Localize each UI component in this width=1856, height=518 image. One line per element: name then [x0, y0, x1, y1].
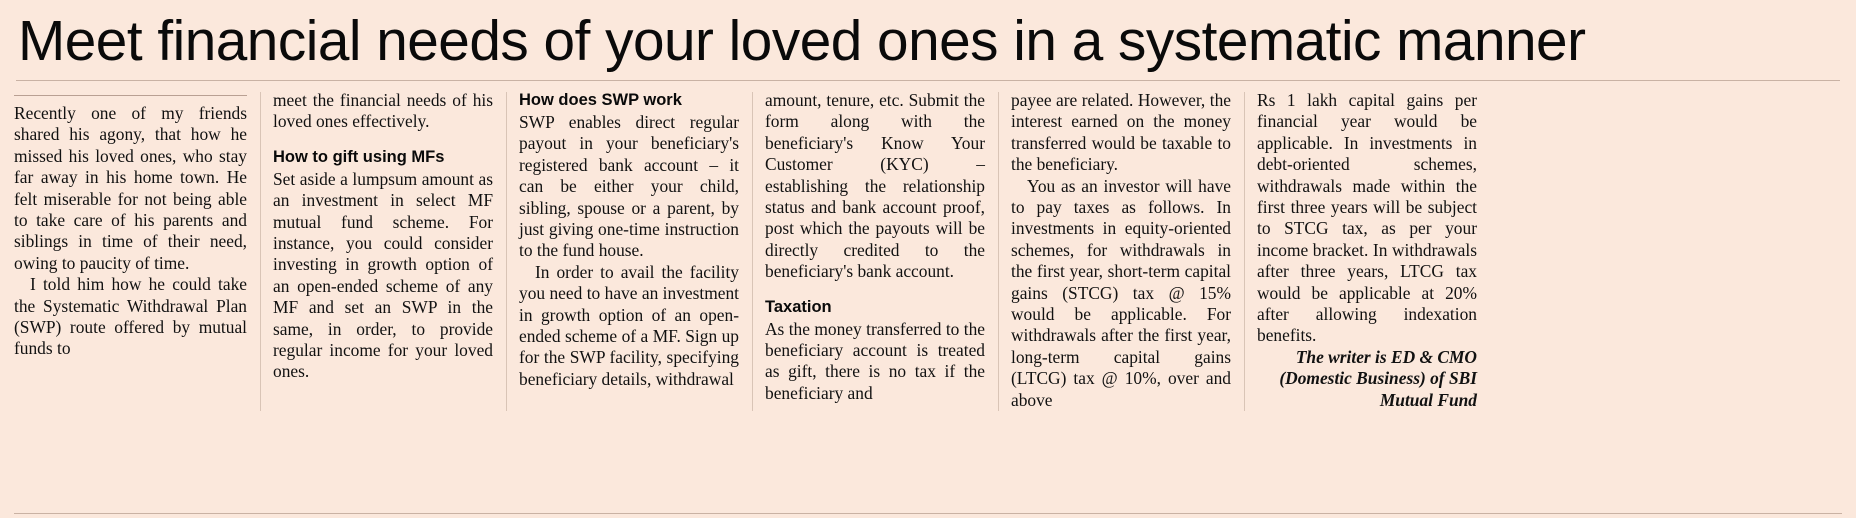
- article-column-1: [14, 90, 260, 411]
- article-column-6: [1244, 90, 1490, 411]
- article-column-4: [752, 90, 998, 411]
- paragraph: payee are related. However, the interest earned on the money transferred would be taxable to the beneficiary.: [1011, 90, 1231, 175]
- article-columns: [14, 90, 1842, 411]
- footer-divider: [14, 513, 1842, 514]
- section-heading-how-does-swp-work: How does SWP work: [519, 91, 682, 109]
- article-column-2: [260, 90, 506, 411]
- section-heading-how-to-gift: How to gift using MFs: [273, 147, 445, 166]
- paragraph: Rs 1 lakh capital gains per financial year would be applicable. In investments in debt-oriented schemes, withdrawals made within the first three years will be subject to STCG tax, as per your income bracket. In withdrawals after three years, LTCG tax would be applicable at 20% after allowing indexation benefits.: [1257, 90, 1477, 346]
- paragraph: As the money transferred to the beneficiary account is treated as gift, there is no tax if the beneficiary and: [765, 318, 985, 403]
- author-credit: The writer is ED & CMO (Domestic Business) of SBI Mutual Fund: [1279, 346, 1477, 410]
- article-column-5: [998, 90, 1244, 411]
- paragraph: You as an investor will have to pay taxes as follows. In investments in equity-oriented schemes, for withdrawals in the first year, short-term capital gains (STCG) tax @ 15% would be applicable. For withdrawals after the first year, long-term capital gains (LTCG) tax @ 10%, over and above: [1011, 175, 1231, 410]
- paragraph: Set aside a lumpsum amount as an investment in select MF mutual fund scheme. For instance, you could consider investing in growth option of an open-ended scheme of any MF and set an SWP in the same, in order, to provide regular income for your loved ones.: [273, 168, 493, 382]
- header-divider: [16, 80, 1840, 81]
- paragraph: Recently one of my friends shared his agony, that how he missed his loved ones, who stay far away in his home town. He felt miserable for not being able to take care of his parents and siblings in time of their need, owing to paucity of time.: [14, 103, 247, 273]
- paragraph: amount, tenure, etc. Submit the form along with the beneficiary's Know Your Customer (KYC) – establishing the relationship status and bank account proof, post which the payouts will be directly credited to the beneficiary's bank account.: [765, 90, 985, 282]
- paragraph: meet the financial needs of his loved ones effectively.: [273, 90, 493, 132]
- page-title: Meet financial needs of your loved ones in a systematic manner: [18, 9, 1586, 73]
- byline-divider: [14, 95, 247, 96]
- article-column-3: [506, 90, 752, 411]
- paragraph: I told him how he could take the Systematic Withdrawal Plan (SWP) route offered by mutual funds to: [14, 274, 247, 359]
- paragraph: In order to avail the facility you need to have an investment in growth option of an open-ended scheme of a MF. Sign up for the SWP facility, specifying beneficiary details, withdrawal: [519, 261, 739, 389]
- section-heading-taxation: Taxation: [765, 297, 832, 316]
- paragraph: SWP enables direct regular payout in your beneficiary's registered bank account – it can be either your child, sibling, spouse or a parent, by just giving one-time instruction to the fund house.: [519, 112, 739, 261]
